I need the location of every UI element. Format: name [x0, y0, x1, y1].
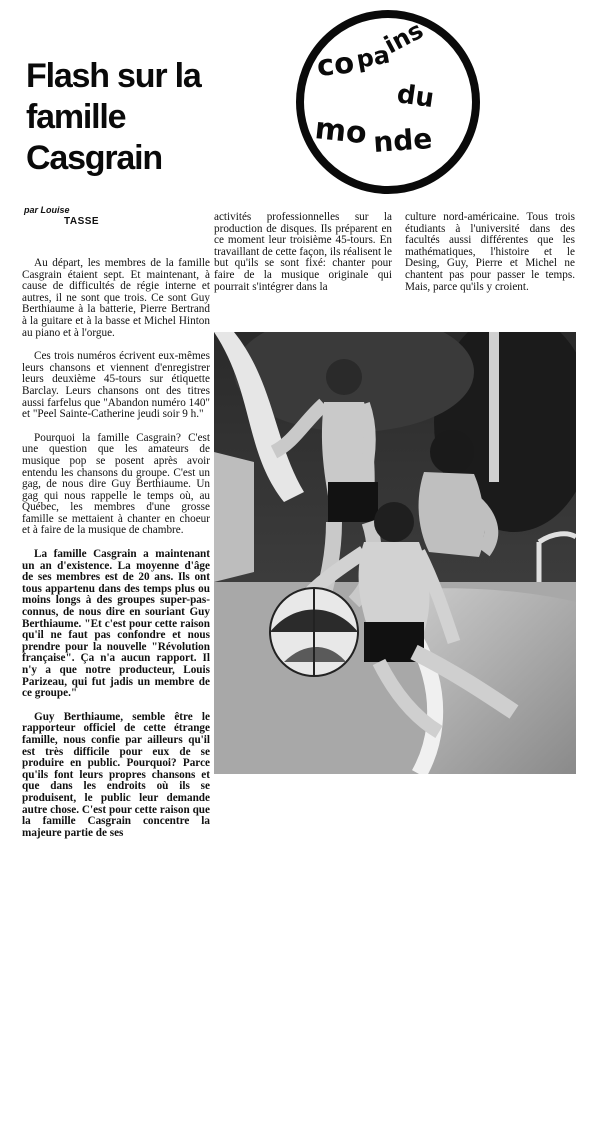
- svg-text:nde: nde: [372, 121, 434, 159]
- svg-text:du: du: [395, 79, 436, 115]
- article-column-1: [22, 258, 210, 851]
- byline-name: TASSE: [64, 216, 100, 227]
- svg-text:ins: ins: [379, 15, 428, 60]
- article-headline: Flash sur la famille Casgrain: [26, 57, 201, 177]
- copains-du-monde-logo: [292, 6, 484, 198]
- paragraph: La famille Casgrain a maintenant un an d'existence. La moyenne d'âge de ses membres est de 20 ans. Ils ont tous appartenu dans des temps plus ou moins longs à des groupes super-pas-connus, de nous dire en souriant Guy Berthiaume. "Et c'est pour cette raison qu'il ne faut pas confondre et nous prendre pour la nouvelle "Révolution française". Ça n'a aucun rapport. Il n'y a que notre producteur, Louis Parizeau, qui fut jadis un membre de ce groupe.": [22, 548, 210, 700]
- article-column-3: [405, 212, 575, 305]
- byline-prefix: par Louise: [24, 205, 70, 215]
- article-column-2: [214, 212, 392, 305]
- paragraph: Guy Berthiaume, semble être le rapporteur officiel de cette étrange famille, nous confie par ailleurs qu'il est très difficile pour eux de se produire en public. Pourquoi? Parce qu'ils font leurs propres chansons et que dans les endroits où ils se produisent, le public leur demande autre chose. C'est pour cette raison que la famille Casgrain concentre la majeure partie de ses: [22, 710, 210, 839]
- svg-text:pa: pa: [354, 40, 392, 74]
- paragraph: Ces trois numéros écrivent eux-mêmes leurs chansons et viennent d'enregistrer leurs deuxième 45-tours sur étiquette Barclay. Leurs chansons ont des titres aussi farfelus que "Abandon numéro 140" et "Peel Sainte-Catherine jeudi soir 9 h.": [22, 350, 210, 421]
- svg-text:mo: mo: [313, 111, 369, 152]
- paragraph: culture nord-américaine. Tous trois étudiants à l'université dans des facultés aussi différentes que les mathématiques, l'histoire et le Desing, Guy, Pierre et Michel ne chantent pas pour passer le temps. Mais, parce qu'ils y croient.: [405, 211, 575, 293]
- byline: [24, 205, 214, 227]
- paragraph: Au départ, les membres de la famille Casgrain étaient sept. Et maintenant, à cause de difficultés de régie interne et autres, il ne sont que trois. Ce sont Guy Berthiaume à la batterie, Pierre Bertrand à la guitare et à la basse et Michel Hinton au piano et à l'orgue.: [22, 257, 210, 339]
- band-photo: [214, 332, 576, 774]
- paragraph: Pourquoi la famille Casgrain? C'est une question que les amateurs de musique pop se posent après avoir entendu les chansons du groupe. C'est un gag, de nous dire Guy Berthiaume. Un gag qui nous rappelle le temps où, au Québec, les membres d'une grosse famille se mettaient à chanter en choeur et à faire de la musique de chambre.: [22, 431, 210, 537]
- svg-text:co: co: [315, 45, 356, 83]
- paragraph: activités professionnelles sur la production de disques. Ils préparent en ce moment leur troisième 45-tours. En travaillant de cette façon, ils réalisent le but qu'ils se sont fixé: chanter pour faire de la musique originale qui pourrait s'intégrer dans la: [214, 211, 392, 293]
